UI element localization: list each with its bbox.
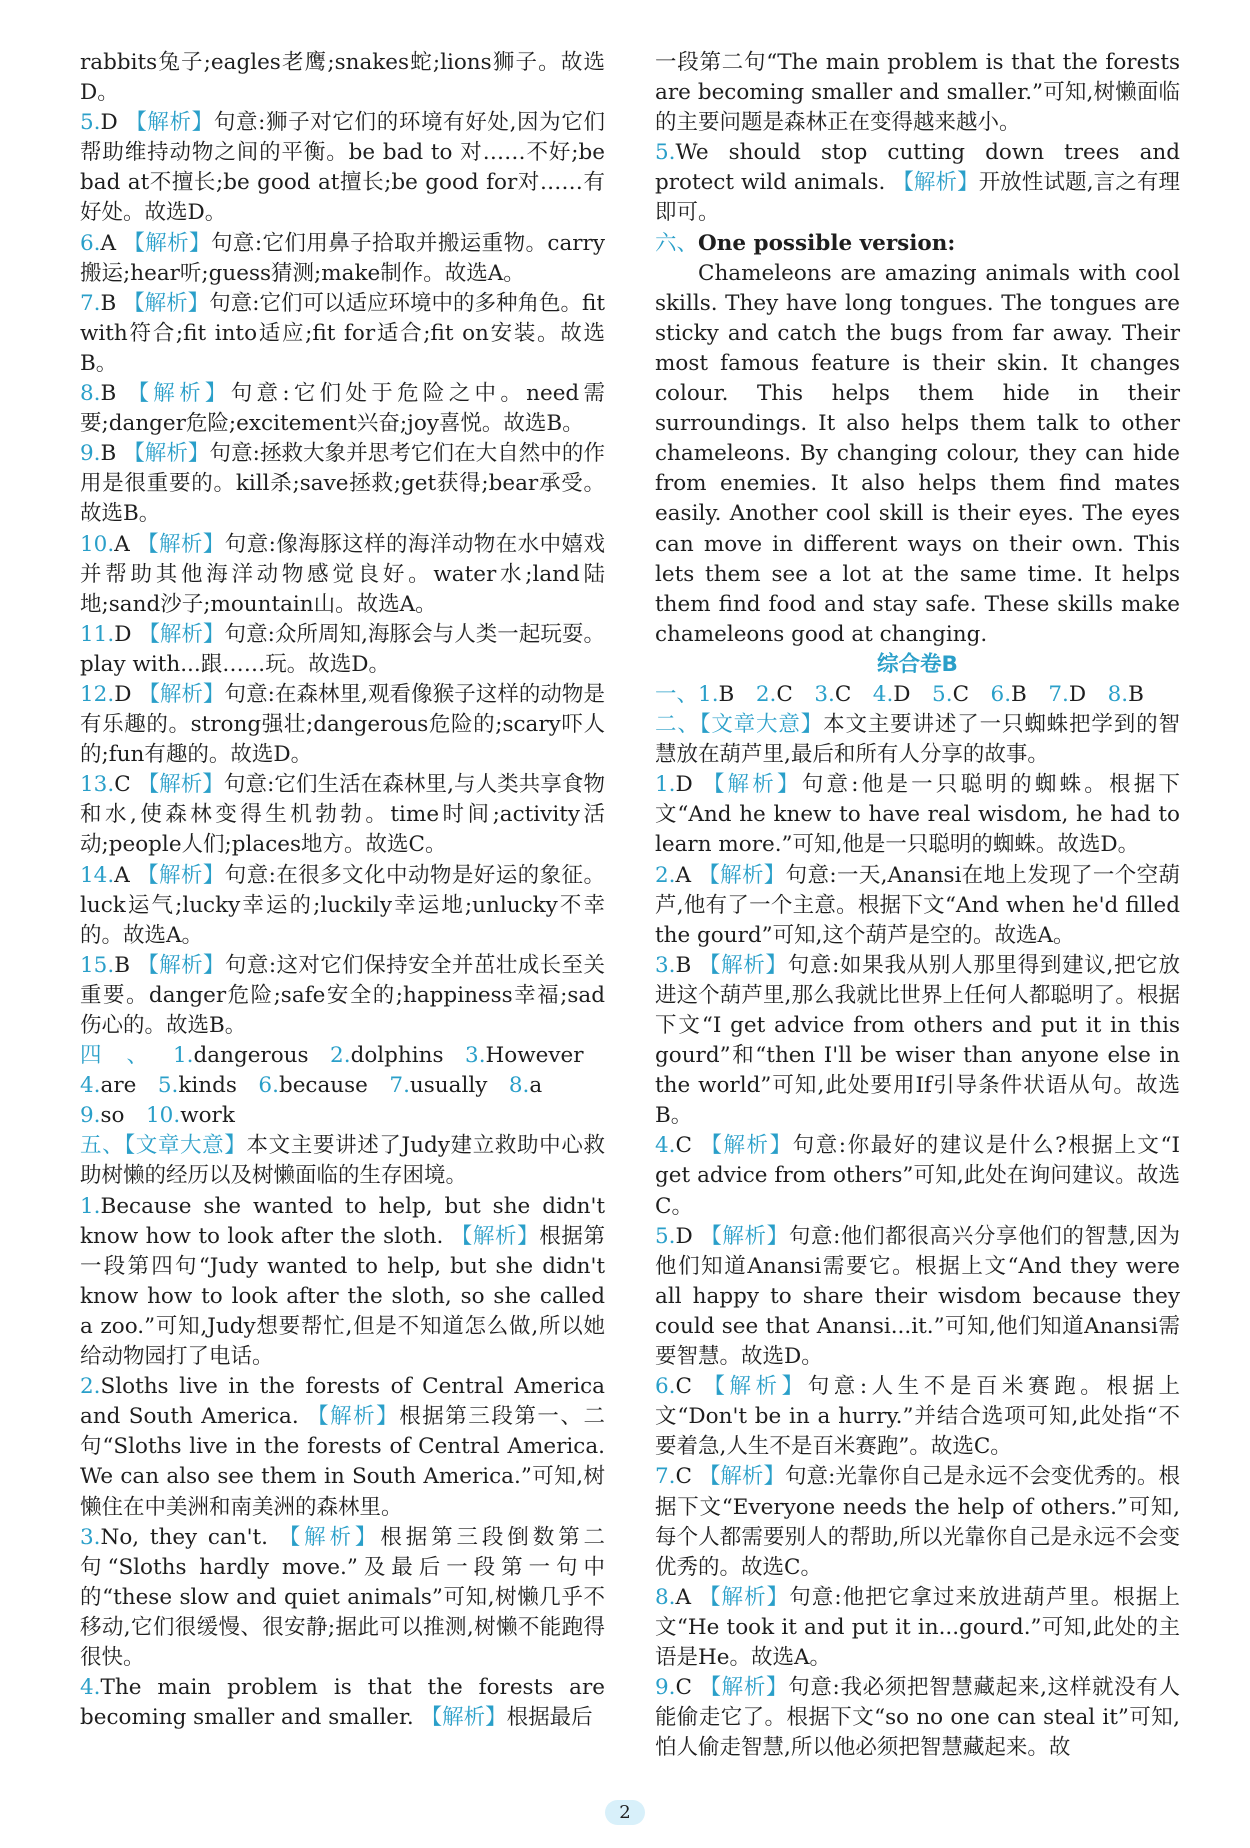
- analysis-tag: 【解析】: [420, 1705, 507, 1731]
- right-column: [655, 48, 1180, 1763]
- summary-tag: 【文章大意】: [699, 712, 824, 738]
- question-number: 9.: [80, 441, 101, 467]
- analysis-text: 句意:众所周知,海豚会与人类一起玩耍。play with...跟……玩。故选D。: [80, 621, 605, 677]
- question-number: 11.: [80, 621, 115, 647]
- analysis-text: 句意:它们处于危险之中。need需要;danger危险;excitement兴奋;joy喜悦。故选B。: [80, 381, 605, 437]
- answer: B: [114, 952, 138, 978]
- question-number: 6.: [655, 1374, 676, 1400]
- left-question-item: [80, 48, 605, 108]
- analysis-tag: 【解析】: [138, 681, 225, 707]
- section-label: 二、: [655, 712, 700, 738]
- analysis-tag: 【解析】: [703, 1374, 808, 1400]
- left-question-item: [80, 620, 605, 680]
- left-column: [80, 48, 605, 1733]
- question-number: 15.: [80, 952, 115, 978]
- answer: A: [114, 531, 138, 557]
- answer: The main problem is that the forests are becoming smaller and smaller.: [80, 1675, 605, 1731]
- answer: D: [675, 772, 703, 798]
- left-question-item: [80, 1673, 605, 1733]
- item-number: 9.: [80, 1103, 101, 1129]
- item-answer: D: [1068, 681, 1108, 707]
- analysis-text: 句意:在森林里,观看像猴子这样的动物是有乐趣的。strong强壮;dangerous危险的;scary吓人的;fun有趣的。故选D。: [80, 681, 605, 768]
- right-question-item: [655, 1583, 1180, 1673]
- answer: C: [675, 1133, 701, 1159]
- question-number: 8.: [655, 1584, 676, 1610]
- question-number: 2.: [655, 862, 676, 888]
- left-question-item: [80, 861, 605, 951]
- right-q5-item: [655, 138, 1180, 228]
- analysis-tag: 【解析】: [702, 772, 802, 798]
- left-question-item: [80, 379, 605, 439]
- analysis-text: 句意:如果我从别人那里得到建议,把它放进这个葫芦里,那么我就比世界上任何人都聪明了。根据下文“I get advice from others and put it in this gourd”和“then I'll be wiser than anyone else in the world”可知,此处要用If引导条件状语从句。故选B。: [655, 952, 1180, 1129]
- question-number: 4.: [80, 1675, 101, 1701]
- left-question-item: [80, 770, 605, 860]
- analysis-tag: 【解析】: [698, 862, 786, 888]
- analysis-tag: 【解析】: [700, 1223, 789, 1249]
- item-number: 10.: [146, 1103, 181, 1129]
- question-number: 6.: [80, 230, 101, 256]
- item-answer: B: [1011, 681, 1049, 707]
- question-number: 12.: [80, 681, 115, 707]
- answer: B: [100, 441, 124, 467]
- right-question-item: [655, 1222, 1180, 1372]
- analysis-tag: 【解析】: [123, 290, 210, 316]
- item-answer: because: [278, 1073, 390, 1099]
- analysis-text: 根据最后: [506, 1705, 593, 1731]
- analysis-text: 句意:他是一只聪明的蜘蛛。根据下文“And he knew to have real wisdom, he had to learn more.”可知,他是一只聪明的蜘蛛。故选D。: [655, 772, 1180, 858]
- answer: A: [114, 862, 138, 888]
- analysis-text: 句意:它们用鼻子拾取并搬运重物。carry搬运;hear听;guess猜测;make制作。故选A。: [80, 230, 605, 286]
- section-six-title: [655, 229, 1180, 259]
- analysis-tag: 【解析】: [137, 531, 225, 557]
- item-number: 5.: [932, 681, 953, 707]
- right-question-item: [655, 951, 1180, 1132]
- analysis-text: 句意:这对它们保持安全并茁壮成长至关重要。danger危险;safe安全的;happiness幸福;sad伤心的。故选B。: [80, 952, 605, 1038]
- question-number: 5.: [655, 140, 676, 166]
- answer: B: [675, 952, 699, 978]
- answer: D: [100, 110, 126, 136]
- page-number: 2: [605, 1800, 644, 1825]
- analysis-tag: 【解析】: [125, 110, 214, 136]
- item-number: 1.: [173, 1043, 194, 1069]
- item-number: 4.: [872, 681, 894, 707]
- section-label: 四、: [80, 1043, 173, 1069]
- right-question-item: [655, 770, 1180, 860]
- item-answer: so: [100, 1103, 146, 1129]
- right-question-item: [655, 1372, 1180, 1462]
- section-label: 六、: [655, 230, 699, 256]
- item-answer: usually: [409, 1073, 509, 1099]
- analysis-tag: 【解析】: [698, 952, 788, 978]
- analysis-tag: 【解析】: [123, 441, 210, 467]
- analysis-text: 句意:你最好的建议是什么?根据上文“I get advice from others”可知,此处在询问建议。故选C。: [655, 1133, 1180, 1219]
- left-question-item: [80, 1192, 605, 1373]
- answer: C: [675, 1675, 700, 1701]
- analysis-text: 根据第三段倒数第二句“Sloths hardly move.”及最后一段第一句中的“these slow and quiet animals”可知,树懒几乎不移动,它们很缓慢、很安静;据此可以推测,树懒不能跑得很快。: [80, 1524, 605, 1670]
- answer: A: [675, 862, 699, 888]
- summary-text: 本文主要讲述了Judy建立救助中心救助树懒的经历以及树懒面临的生存困境。: [80, 1133, 605, 1189]
- analysis-text: 根据第一段第四句“Judy wanted to help, but she didn't know how to look after the sloth, so she called a zoo.”可知,Judy想要帮忙,但是不知道怎么做,所以她给动物园打了电话。: [80, 1223, 605, 1370]
- page-footer: [0, 1800, 1250, 1825]
- analysis-text: 句意:像海豚这样的海洋动物在水中嬉戏并帮助其他海洋动物感觉良好。water水;land陆地;sand沙子;mountain山。故选A。: [80, 531, 605, 617]
- question-number: 8.: [80, 381, 101, 407]
- answer: We should stop cutting down trees and protect wild animals.: [655, 140, 1180, 196]
- question-number: 13.: [80, 772, 115, 798]
- left-question-item: [80, 530, 605, 620]
- analysis-text: 句意:在很多文化中动物是好运的象征。luck运气;lucky幸运的;luckily幸运地;unlucky不幸的。故选A。: [80, 862, 605, 948]
- right-question-item: [655, 1673, 1180, 1763]
- analysis-text: 句意:它们生活在森林里,与人类共享食物和水,使森林变得生机勃勃。time时间;activity活动;people人们;places地方。故选C。: [80, 772, 605, 858]
- analysis-text: rabbits兔子;eagles老鹰;snakes蛇;lions狮子。故选D。: [80, 50, 605, 106]
- item-answer: kinds: [178, 1073, 259, 1099]
- analysis-text: 句意:他把它拿过来放进葫芦里。根据上文“He took it and put it in...gourd.”可知,此处的主语是He。故选A。: [655, 1584, 1180, 1670]
- left-question-item: [80, 680, 605, 770]
- right-question-item: [655, 1131, 1180, 1221]
- item-answer: work: [180, 1103, 257, 1129]
- answer: B: [100, 381, 128, 407]
- item-number: 4.: [80, 1073, 101, 1099]
- question-number: 5.: [655, 1223, 676, 1249]
- question-number: 3.: [80, 1524, 101, 1550]
- item-answer: dolphins: [350, 1043, 466, 1069]
- item-number: 7.: [1048, 681, 1069, 707]
- analysis-text: 根据第三段第一、二句“Sloths live in the forests of Central America. We can also see them in South America.”可知,树懒住在中美洲和南美洲的森林里。: [80, 1404, 605, 1520]
- analysis-text: 开放性试题,言之有理即可。: [655, 170, 1180, 226]
- question-number: 5.: [80, 110, 101, 136]
- sample-essay: Chameleons are amazing animals with cool skills. They have long tongues. The tongues are sticky and catch the bugs from far away. Their most famous feature is their skin. It changes colour. This helps them hide in their surroundings. It also helps them talk to other chameleons. By changing colour, they can hide from enemies. It also helps them find mates easily. Another cool skill is their eyes. The eyes can move in different ways on their own. This lets them see a lot at the same time. It helps them find food and stay safe. These skills make chameleons good at changing.: [655, 260, 1180, 647]
- analysis-tag: 【解析】: [138, 621, 225, 647]
- left-question-item: [80, 439, 605, 529]
- question-number: 14.: [80, 862, 115, 888]
- item-number: 6.: [990, 681, 1012, 707]
- analysis-tag: 【解析】: [700, 1133, 793, 1159]
- left-question-item: [80, 229, 605, 289]
- analysis-tag: 【解析】: [698, 1464, 786, 1490]
- analysis-tag: 【解析】: [137, 862, 225, 888]
- section-b-heading: 综合卷B: [877, 651, 958, 677]
- left-question-item: [80, 289, 605, 379]
- analysis-tag: 【解析】: [127, 381, 231, 407]
- analysis-tag: 【解析】: [699, 1675, 789, 1701]
- section-two-summary: [655, 710, 1180, 770]
- summary-tag: 【文章大意】: [124, 1133, 247, 1159]
- analysis-tag: 【解析】: [698, 1584, 790, 1610]
- item-number: 2.: [330, 1043, 351, 1069]
- item-answer: However: [485, 1043, 605, 1069]
- analysis-text: 句意:一天,Anansi在地上发现了一个空葫芦,他有了一个主意。根据下文“And when he'd filled the gourd”可知,这个葫芦是空的。故选A。: [655, 862, 1180, 948]
- analysis-text: 句意:狮子对它们的环境有好处,因为它们帮助维持动物之间的平衡。be bad to 对……不好;be bad at不擅长;be good at擅长;be good for对……有好处。故选D。: [80, 110, 605, 226]
- analysis-text: 句意:光靠你自己是永远不会变优秀的。根据下文“Everyone needs the help of others.”可知,每个人都需要别人的帮助,所以光靠你自己是永远不会变优秀的。故选C。: [655, 1464, 1180, 1580]
- section-label: 一、: [655, 681, 699, 707]
- question-number: 1.: [655, 772, 676, 798]
- analysis-text: 句意:它们可以适应环境中的多种角色。fit with符合;fit into适应;fit for适合;fit on安装。故选B。: [80, 290, 605, 376]
- item-answer: C: [952, 681, 991, 707]
- analysis-tag: 【解析】: [123, 230, 211, 256]
- analysis-tag: 【解析】: [278, 1524, 381, 1550]
- left-question-item: [80, 108, 605, 228]
- answer: Because she wanted to help, but she didn't know how to look after the sloth.: [80, 1193, 605, 1249]
- analysis-text: 句意:他们都很高兴分享他们的智慧,因为他们知道Anansi需要它。根据上文“And they were all happy to share their wisdom because they could see that Anansi...it.”可知,他们知道Anansi需要智慧。故选D。: [655, 1223, 1180, 1370]
- item-number: 1.: [698, 681, 719, 707]
- left-question-item: [80, 1523, 605, 1673]
- analysis-tag: 【解析】: [450, 1223, 540, 1249]
- item-answer: C: [776, 681, 815, 707]
- answer: C: [675, 1464, 699, 1490]
- item-number: 7.: [389, 1073, 410, 1099]
- question-number: 10.: [80, 531, 115, 557]
- item-number: 8.: [508, 1073, 530, 1099]
- item-answer: C: [834, 681, 873, 707]
- question-number: 7.: [80, 290, 101, 316]
- question-number: 7.: [655, 1464, 676, 1490]
- left-question-item: [80, 1372, 605, 1522]
- answer: A: [100, 230, 124, 256]
- answer: Sloths live in the forests of Central America and South America.: [80, 1374, 605, 1430]
- analysis-tag: 【解析】: [137, 952, 225, 978]
- analysis-tag: 【解析】: [892, 170, 979, 196]
- analysis-text: 句意:拯救大象并思考它们在大自然中的作用是很重要的。kill杀;save拯救;get获得;bear承受。故选B。: [80, 441, 605, 527]
- item-number: 8.: [1107, 681, 1129, 707]
- right-question-item: [655, 1462, 1180, 1582]
- question-number: 3.: [655, 952, 676, 978]
- item-answer: B: [1128, 681, 1166, 707]
- item-number: 3.: [465, 1043, 486, 1069]
- version-title: One possible version:: [698, 230, 956, 256]
- answer: D: [114, 621, 139, 647]
- item-number: 3.: [814, 681, 835, 707]
- answer: C: [114, 772, 138, 798]
- answer: D: [675, 1223, 701, 1249]
- answer: C: [675, 1374, 704, 1400]
- item-answer: are: [100, 1073, 158, 1099]
- summary-text: 本文主要讲述了一只蜘蛛把学到的智慧放在葫芦里,最后和所有人分享的故事。: [655, 712, 1180, 768]
- right-question-item: [655, 861, 1180, 951]
- item-number: 2.: [755, 681, 777, 707]
- item-answer: dangerous: [193, 1043, 331, 1069]
- answer: D: [114, 681, 139, 707]
- analysis-tag: 【解析】: [137, 772, 224, 798]
- answer: A: [675, 1584, 699, 1610]
- answer: B: [100, 290, 124, 316]
- analysis-tag: 【解析】: [307, 1404, 400, 1430]
- item-answer: D: [893, 681, 933, 707]
- item-answer: a: [529, 1073, 564, 1099]
- continued-analysis: 一段第二句“The main problem is that the forests are becoming smaller and smaller.”可知,树懒面临的主要问题是森林正在变得越来越小。: [655, 50, 1180, 136]
- question-number: 9.: [655, 1675, 676, 1701]
- item-answer: B: [718, 681, 756, 707]
- analysis-text: 句意:我必须把智慧藏起来,这样就没有人能偷走它了。根据下文“so no one can steal it”可知,怕人偷走智慧,所以他必须把智慧藏起来。故: [655, 1675, 1180, 1761]
- section-label: 五、: [80, 1133, 125, 1159]
- left-question-item: [80, 951, 605, 1041]
- section-one-answers: [655, 680, 1180, 710]
- item-number: 5.: [157, 1073, 179, 1099]
- question-number: 1.: [80, 1193, 101, 1219]
- item-number: 6.: [258, 1073, 279, 1099]
- question-number: 2.: [80, 1374, 101, 1400]
- answer: No, they can't.: [100, 1524, 279, 1550]
- analysis-text: 句意:人生不是百米赛跑。根据上文“Don't be in a hurry.”并结合选项可知,此处指“不要着急,人生不是百米赛跑”。故选C。: [655, 1374, 1180, 1460]
- question-number: 4.: [655, 1133, 676, 1159]
- section-five-summary: [80, 1131, 605, 1191]
- section-four-answers: [80, 1041, 605, 1131]
